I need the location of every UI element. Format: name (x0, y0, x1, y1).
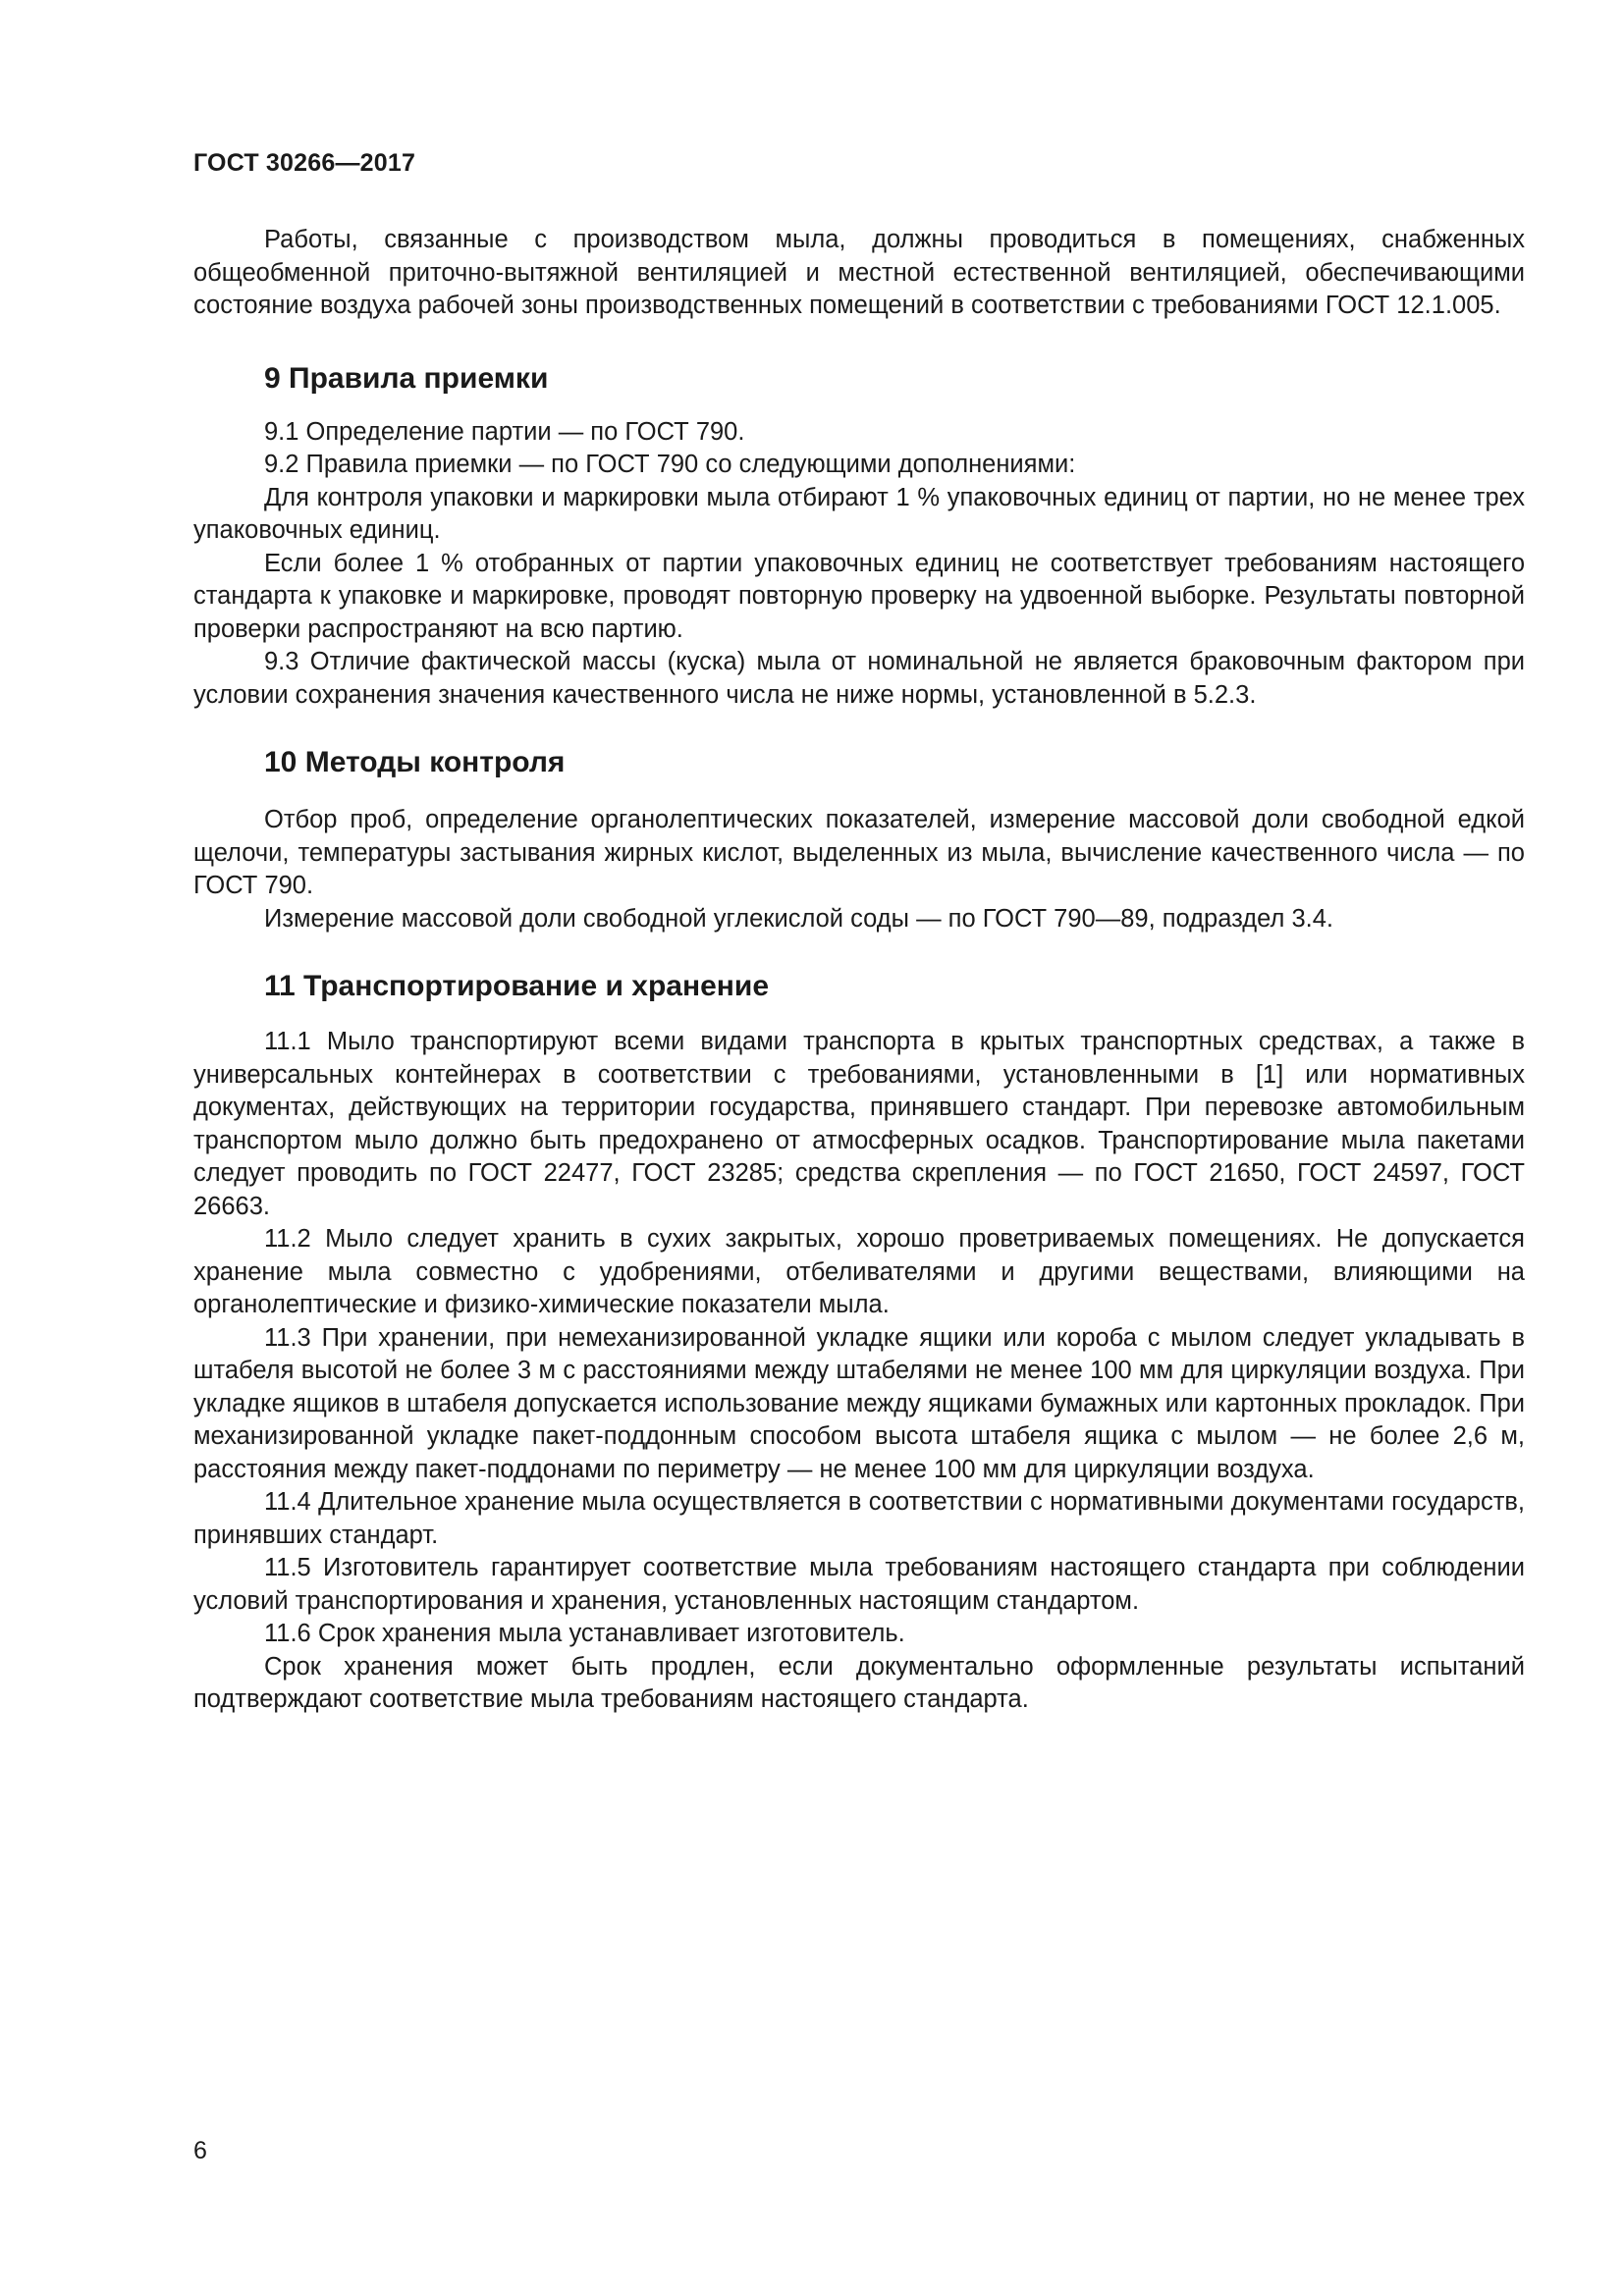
section-11-paragraph: 11.5 Изготовитель гарантирует соответствие мыла требованиям настоящего стандарта при соблюдении условий транспортирования и хранения, установленных настоящим стандартом. (193, 1554, 1525, 1615)
document-body (193, 224, 1525, 1717)
section-10-paragraph: Измерение массовой доли свободной углекислой соды — по ГОСТ 790—89, подраздел 3.4. (264, 904, 1333, 933)
section-9-paragraph: Для контроля упаковки и маркировки мыла отбирают 1 % упаковочных единиц от партии, но не менее трех упаковочных единиц. (193, 483, 1525, 544)
section-9-heading: 9 Правила приемки (264, 361, 549, 395)
section-9-paragraph: 9.2 Правила приемки — по ГОСТ 790 со следующими дополнениями: (264, 451, 1076, 478)
intro-paragraph: Работы, связанные с производством мыла, должны проводиться в помещениях, снабженных общеобменной приточно-вытяжной вентиляцией и местной естественной вентиляцией, обеспечивающими состояние воздуха рабочей зоны производственных помещений в соответствии с требованиями ГОСТ 12.1.005. (193, 226, 1525, 319)
section-11-paragraph: 11.2 Мыло следует хранить в сухих закрытых, хорошо проветриваемых помещениях. Не допускается хранение мыла совместно с удобрениями, отбеливателями и другими веществами, влияющими на органолептические и физико-химические показатели мыла. (193, 1225, 1525, 1318)
section-11-paragraph: 11.1 Мыло транспортируют всеми видами транспорта в крытых транспортных средствах, а также в универсальных контейнерах в соответствии с требованиями, установленными в [1] или нормативных документах, действующих на территории государства, принявшего стандарт. При перевозке автомобильным транспортом мыло должно быть предохранено от атмосферных осадков. Транспортирование мыла пакетами следует проводить по ГОСТ 22477, ГОСТ 23285; средства скрепления — по ГОСТ 21650, ГОСТ 24597, ГОСТ 26663. (193, 1028, 1525, 1220)
section-11-paragraph: Срок хранения может быть продлен, если документально оформленные результаты испытаний подтверждают соответствие мыла требованиям настоящего стандарта. (193, 1652, 1525, 1713)
section-11-heading: 11 Транспортирование и хранение (264, 970, 770, 1002)
section-9-paragraph: Если более 1 % отобранных от партии упаковочных единиц не соответствует требованиям настоящего стандарта к упаковке и маркировке, проводят повторную проверку на удвоенной выборке. Результаты повторной проверки распространяют на всю партию. (193, 549, 1525, 643)
section-11-paragraph: 11.4 Длительное хранение мыла осуществляется в соответствии с нормативными документами государств, принявших стандарт. (193, 1488, 1525, 1549)
page-number: 6 (193, 2137, 207, 2164)
section-10-paragraph: Отбор проб, определение органолептических показателей, измерение массовой доли свободной едкой щелочи, температуры застывания жирных кислот, выделенных из мыла, вычисление качественного числа — по ГОСТ 790. (193, 806, 1525, 899)
section-11-paragraph: 11.6 Срок хранения мыла устанавливает изготовитель. (264, 1620, 905, 1647)
section-11-paragraph: 11.3 При хранении, при немеханизированной укладке ящики или короба с мылом следует укладывать в штабеля высотой не более 3 м с расстояниями между штабелями не менее 100 мм для циркуляции воздуха. При укладке ящиков в штабеля допускается использование между ящиками бумажных или картонных прокладок. При механизированной укладке пакет-поддонным способом высота штабеля ящика с мылом — не более 2,6 м, расстояния между пакет-поддонами по периметру — не менее 100 мм для циркуляции воздуха. (193, 1323, 1525, 1483)
document-code-header: ГОСТ 30266—2017 (193, 149, 416, 177)
section-9-paragraph: 9.3 Отличие фактической массы (куска) мыла от номинальной не является браковочным фактором при условии сохранения значения качественного числа не ниже нормы, установленной в 5.2.3. (193, 648, 1525, 709)
section-10-heading: 10 Методы контроля (264, 746, 566, 778)
section-9-paragraph: 9.1 Определение партии — по ГОСТ 790. (264, 417, 745, 446)
